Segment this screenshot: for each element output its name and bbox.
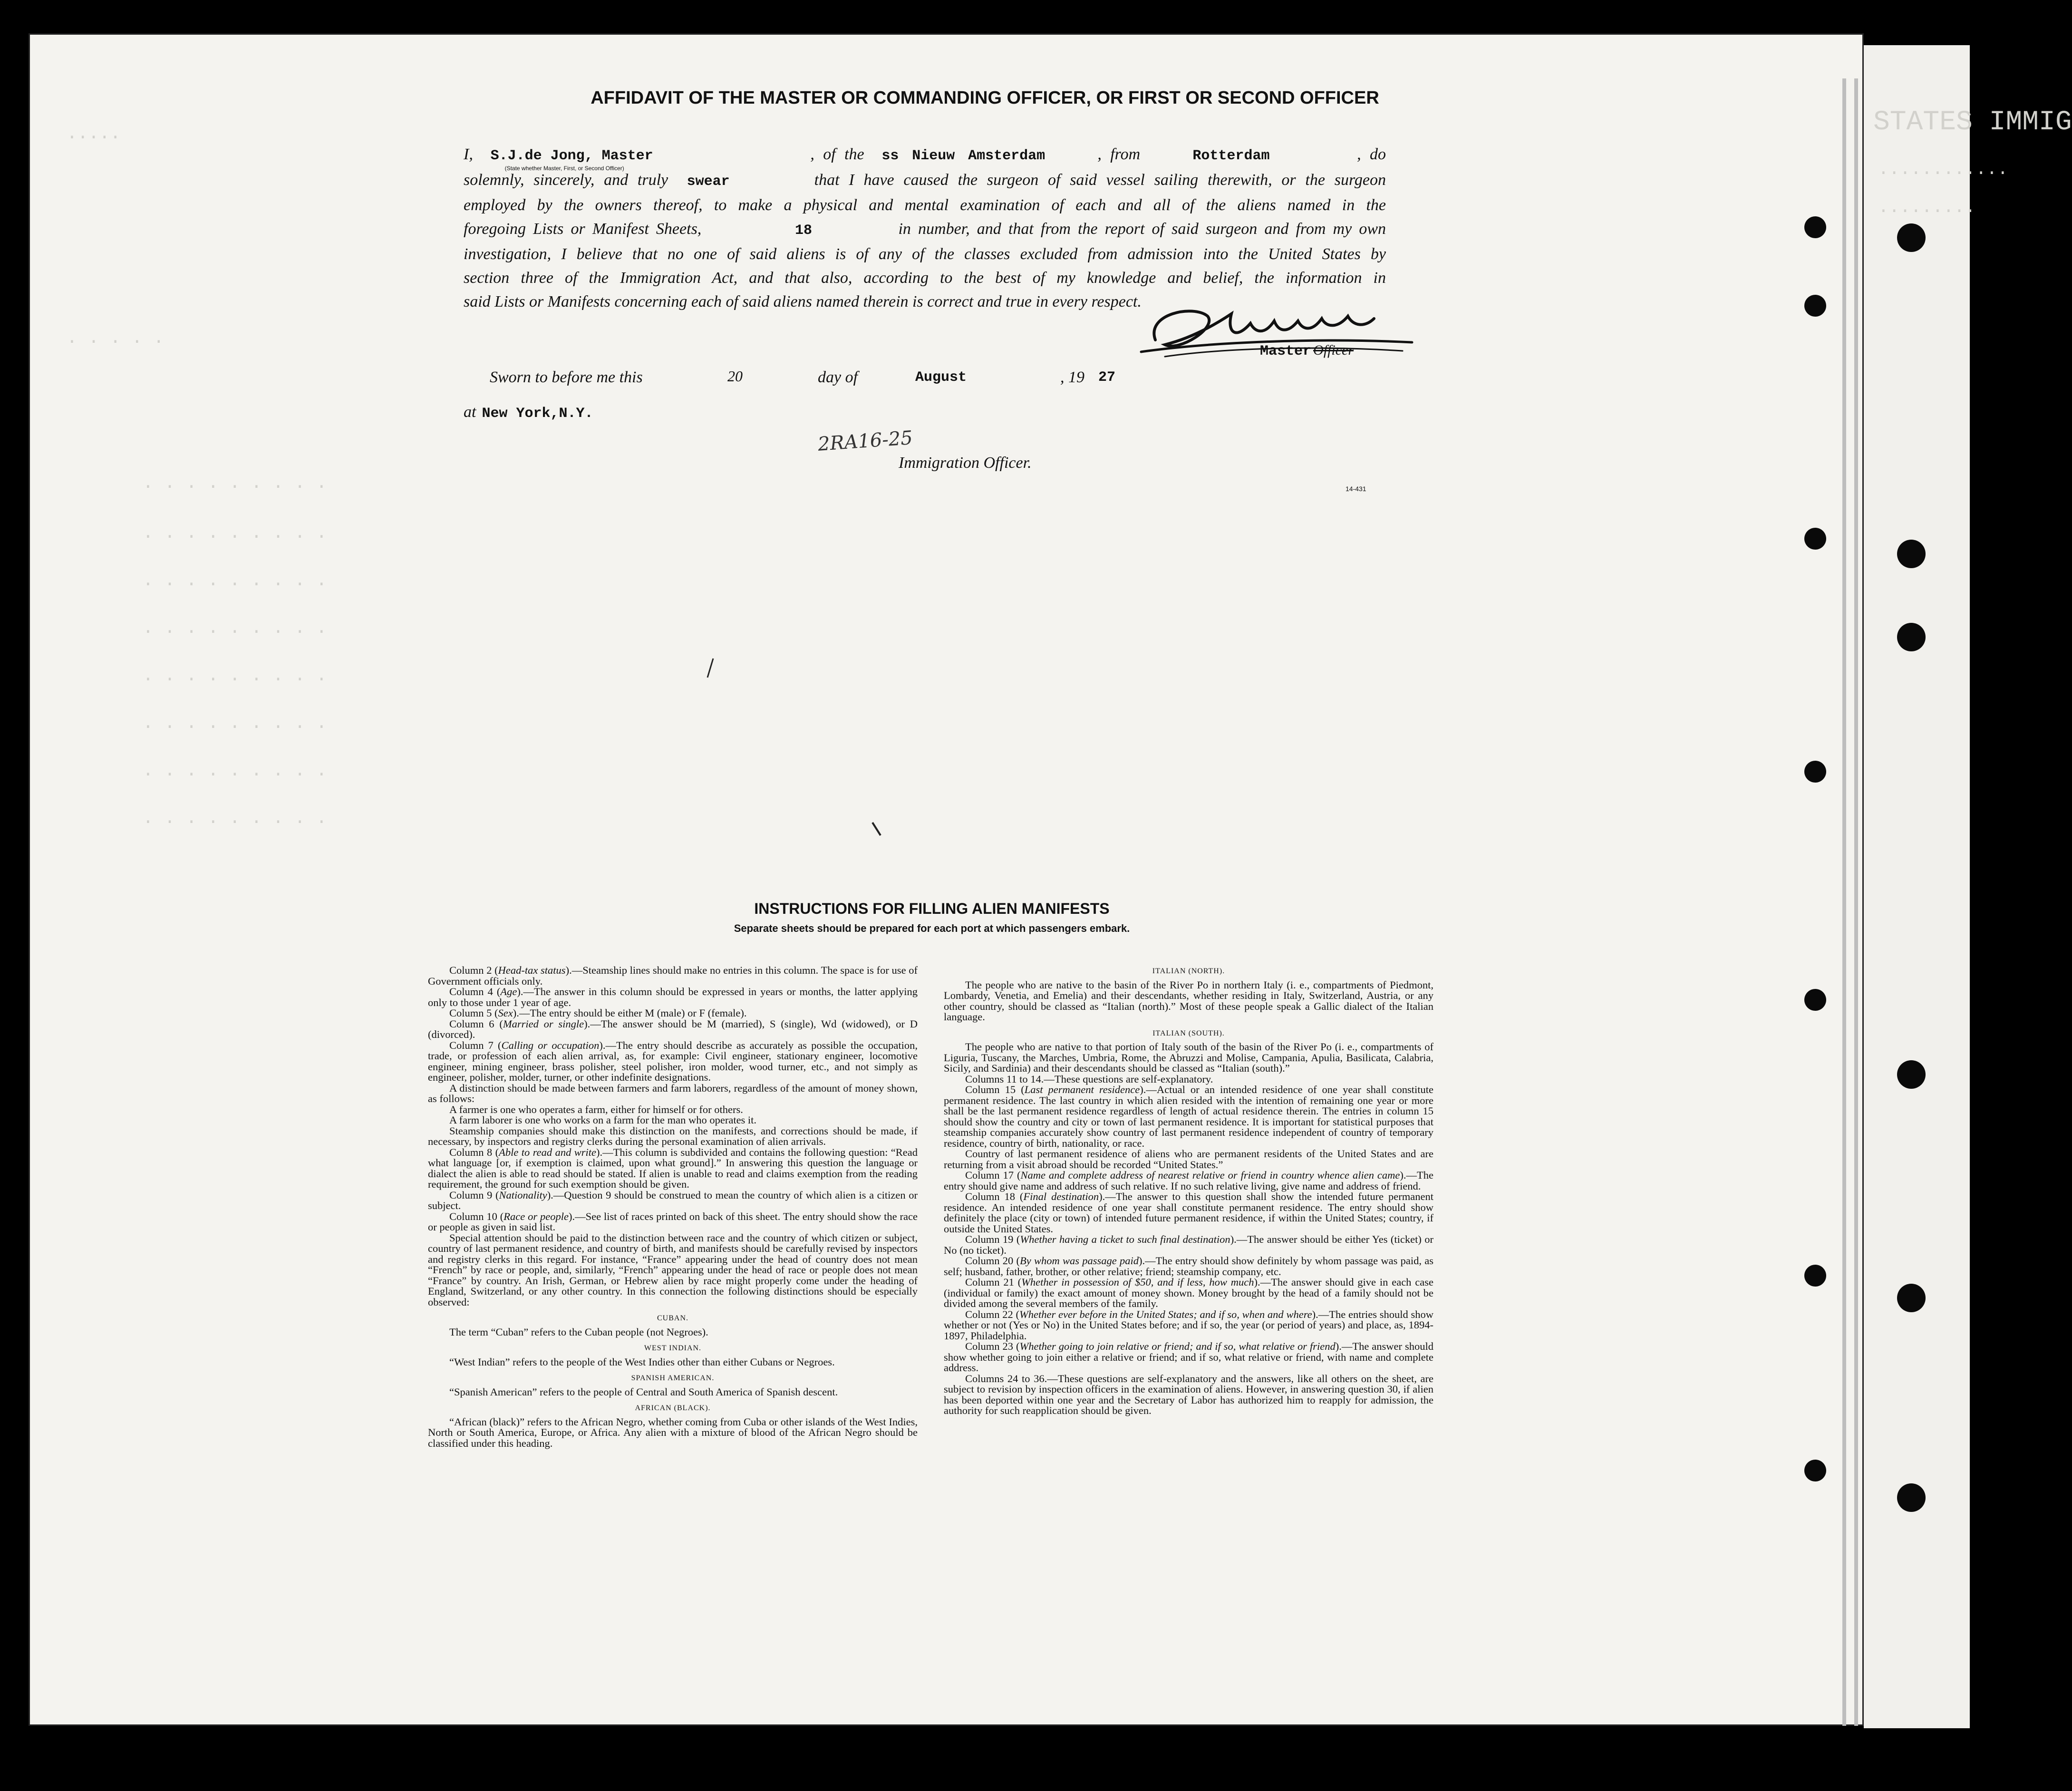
binder-hole bbox=[1804, 528, 1826, 550]
departure-port: Rotterdam bbox=[1192, 148, 1270, 164]
binder-tab bbox=[1897, 1284, 1926, 1312]
bleed-through-text: ......... bbox=[1878, 197, 1976, 218]
affidavit-line: I, S.J.de Jong, Master (State whether Master, First, or Second Officer) , of the ss Nieuw Amsterdam , from Rotterdam , do bbox=[464, 143, 1386, 168]
affidavit-title: AFFIDAVIT OF THE MASTER OR COMMANDING OFFICER, OR FIRST OR SECOND OFFICER bbox=[591, 88, 1379, 108]
day-of-label: day of bbox=[818, 368, 858, 386]
signature-struck-word: Officer bbox=[1313, 342, 1354, 358]
bleed-through-text: . . . . . . . . . bbox=[143, 666, 327, 686]
sworn-place: at New York,N.Y. bbox=[464, 403, 593, 422]
sworn-month: August bbox=[915, 369, 967, 386]
affidavit-body bbox=[464, 143, 1386, 313]
instructions-right-column: ITALIAN (NORTH). The people who are native to the basin of the River Po in northern Italy (i. e., compartments of Piedmont, Lombardy, Venetia, and Emelia) and their descendants, whether residing in Italy, Switzerland, Austria, or any other country, should be classed as “Italian (north).” Most of these people speak a Gallic dialect of the Italian language. ITALIAN (SOUTH). The people who are native to that portion of Italy south of the basin of the River Po (i. e., compartments of Liguria, Tuscany, the Marches, Umbria, Rome, the Abruzzi and Molise, Campania, Apulia, Basilicata, Calabria, Sicily, and Sardinia) and their descendants should be classed as “Italian (south).” Columns 11 to 14.—These questions are self-explanatory. Column 15 (Last permanent residence).—Actual or an intended residence of one year shall constitute permanent residence. The last country in which alien resided with the intention of remaining one year or more shall be the last permanent residence regardless of length of actual residence therein. The entries in column 15 should show the country and city or town of last permanent residence. It is important for statistical purposes that steamship companies accurately show country of last permanent residence independent of country of temporary residence, country of birth, nationality, or race. Country of last permanent residence of aliens who are permanent residents of the United States and are returning from a visit abroad should be recorded “United States.” Column 17 (Name and complete address of nearest relative or friend in country whence alien came).—The entry should give name and address of such relative. If no such relative living, give name and address of friend. Column 18 (Final destination).—The answer to this question shall show the intended future permanent residence. An intended residence of one year shall constitute permanent residence. The entry should show definitely the place (city or town) of intended future permanent residence, if within the United States; country, if outside the United States. Column 19 (Whether having a ticket to such final destination).—The answer should be either Yes (ticket) or No (no ticket). Column 20 (By whom was passage paid).—The entry should show definitely by whom passage was paid, as self; husband, father, brother, or other relative; friend; steamship company, etc. Column 21 (Whether in possession of $50, and if less, how much).—The answer should give in each case (individual or family) the exact amount of money shown. Money brought by the head of a family should not be divided among the several members of the family. Column 22 (Whether ever before in the United States; and if so, when and where).—The entries should show whether or not (Yes or No) in the United States before; and if so, the year (or period of years) and place, as, 1894-1897, Philadelphia. Column 23 (Whether going to join relative or friend; and if so, what relative or friend).—The answer should show whether going to join either a relative or friend; and if so, what relative or friend, with name and complete address. Columns 24 to 36.—These questions are self-explanatory and the answers, like all others on the sheet, are subject to revision by inspection officers in the examination of aliens. However, in answering question 30, if alien has been deported within one year and the Secretary of Labor has authorized him to reapply for admission, the authority for such reapplication should be given. bbox=[944, 967, 1434, 1416]
form-number: 14-431 bbox=[1346, 485, 1366, 493]
sworn-year: 27 bbox=[1098, 369, 1116, 386]
binder-hole bbox=[1804, 1460, 1826, 1481]
pencil-mark bbox=[704, 656, 718, 680]
bleed-through-text: . . . . . . . . . bbox=[143, 571, 327, 591]
bleed-through-text: ..... bbox=[67, 124, 121, 144]
pencil-mark bbox=[870, 820, 884, 839]
bleed-through-text: . . . . . . . . . bbox=[143, 618, 327, 639]
binder-tab bbox=[1897, 1483, 1926, 1512]
page-edge bbox=[1842, 78, 1846, 1726]
vessel-name: ss Nieuw Amsterdam bbox=[881, 148, 1046, 164]
bleed-through-text: ............ bbox=[1878, 159, 2008, 180]
instructions-left-column: Column 2 (Head-tax status).—Steamship lines should make no entries in this column. The space is for use of Government officials only. Column 4 (Age).—The answer in this column should be expressed in years or months, the latter applying only to those under 1 year of age. Column 5 (Sex).—The entry should be either M (male) or F (female). Column 6 (Married or single).—The answer should be M (married), S (single), Wd (widowed), or D (divorced). Column 7 (Calling or occupation).—The entry should describe as accurately as possible the occupation, trade, or profession of each alien arrival, as, for example: Civil engineer, stationary engineer, locomotive engineer, mining engineer, brass polisher, steel polisher, iron molder, wood turner, etc., and not simply as engineer, polisher, molder, turner, or other indefinite designations. A distinction should be made between farmers and farm laborers, regardless of the amount of money shown, as follows: A farmer is one who operates a farm, either for himself or for others. A farm laborer is one who works on a farm for the man who operates it. Steamship companies should make this distinction on the manifests, and corrections should be made, if necessary, by inspectors and registry clerks during the personal examination of alien arrivals. Column 8 (Able to read and write).—This column is subdivided and contains the following question: “Read what language [or, if exemption is claimed, upon what ground].” In answering this question the language or dialect the alien is able to read should be stated. If alien is unable to read and claims exemption from the reading requirement, the ground for such exemption should be given. Column 9 (Nationality).—Question 9 should be construed to mean the country of which alien is a citizen or subject. Column 10 (Race or people).—See list of races printed on back of this sheet. The entry should show the race or people as given in said list. Special attention should be paid to the distinction between race and the country of which citizen or subject, country of last permanent residence, and country of birth, and manifests should be carefully revised by inspectors and registry clerks in this regard. For instance, “France” appearing under the head of country does not mean “French” by race or people, and, similarly, “French” appearing under the head of race or people does not mean “France” by country. An Irish, German, or Hebrew alien by race might properly come under the heading of England, Switzerland, or any other country. In this connection the following distinctions should be especially observed: CUBAN. The term “Cuban” refers to the Cuban people (not Negroes). WEST INDIAN. “West Indian” refers to the people of the West Indies other than either Cubans or Negroes. SPANISH AMERICAN. “Spanish American” refers to the people of Central and South America of Spanish descent. AFRICAN (BLACK). “African (black)” refers to the African Negro, whether coming from Cuba or other islands of the West Indies, North or South America, Europe, or Africa. Any alien with a mixture of blood of the African Negro should be classified under this heading. bbox=[428, 964, 918, 1449]
binder-tab bbox=[1897, 540, 1926, 568]
bleed-through-text: . . . . . . . . . bbox=[143, 523, 327, 543]
affidavit-line: solemnly, sincerely, and truly swear that I have caused the surgeon of said vessel sailing therewith, or the surgeon bbox=[464, 171, 1386, 190]
adjacent-page bbox=[1864, 45, 2072, 1728]
binder-tab bbox=[1897, 223, 1926, 252]
page-edge bbox=[1854, 78, 1858, 1726]
bleed-through-text: . . . . . . . . . bbox=[143, 761, 327, 781]
sworn-label: Sworn to before me this bbox=[490, 368, 643, 386]
affidavit-line: section three of the Immigration Act, and that also, according to the best of my knowledge and belief, the information in bbox=[464, 269, 1386, 287]
binder-tab bbox=[1897, 1060, 1926, 1089]
binder-hole bbox=[1804, 989, 1826, 1011]
binder-hole bbox=[1804, 761, 1826, 783]
officer-caption: (State whether Master, First, or Second Officer) bbox=[504, 165, 624, 172]
handwritten-note: 2RA16-25 bbox=[817, 427, 914, 455]
affidavit-line: said Lists or Manifests concerning each of said aliens named therein is correct and true in every respect. bbox=[464, 292, 1142, 310]
binder-hole bbox=[1804, 1265, 1826, 1287]
affidavit-line: foregoing Lists or Manifest Sheets, 18 in number, and that from the report of said surgeon and from my own bbox=[464, 220, 1386, 239]
sheet-count: 18 bbox=[794, 222, 812, 239]
affidavit-line: employed by the owners thereof, to make a physical and mental examination of each and all of the aliens named in the bbox=[464, 196, 1386, 214]
signature-caption bbox=[1260, 342, 1354, 359]
oath-word: swear bbox=[687, 173, 730, 190]
instructions-title: INSTRUCTIONS FOR FILLING ALIEN MANIFESTS bbox=[754, 900, 1110, 917]
bleed-through-text: STATES IMMIG bbox=[1873, 107, 2072, 138]
bleed-through-text: . . . . . . . . . bbox=[143, 808, 327, 829]
bleed-through-text: . . . . . . . . . bbox=[143, 473, 327, 494]
place-of-oath: New York,N.Y. bbox=[482, 406, 593, 422]
affidavit-line: investigation, I believe that no one of said aliens is of any of the classes excluded from admission into the United States by bbox=[464, 245, 1386, 263]
sworn-day: 20 bbox=[727, 368, 743, 385]
binder-hole bbox=[1804, 295, 1826, 317]
signature-title: Master bbox=[1260, 343, 1312, 359]
year-prefix: , 19 bbox=[1060, 368, 1084, 386]
immigration-officer-label: Immigration Officer. bbox=[899, 454, 1032, 472]
officer-name: S.J.de Jong, Master bbox=[490, 148, 653, 164]
binder-tab bbox=[1897, 623, 1926, 651]
bleed-through-text: . . . . . . . . . bbox=[143, 713, 327, 734]
sworn-line bbox=[490, 368, 1117, 392]
instructions-subtitle: Separate sheets should be prepared for each port at which passengers embark. bbox=[734, 922, 1130, 934]
binder-hole bbox=[1804, 216, 1826, 238]
bleed-through-text: . . . . . bbox=[67, 328, 165, 349]
